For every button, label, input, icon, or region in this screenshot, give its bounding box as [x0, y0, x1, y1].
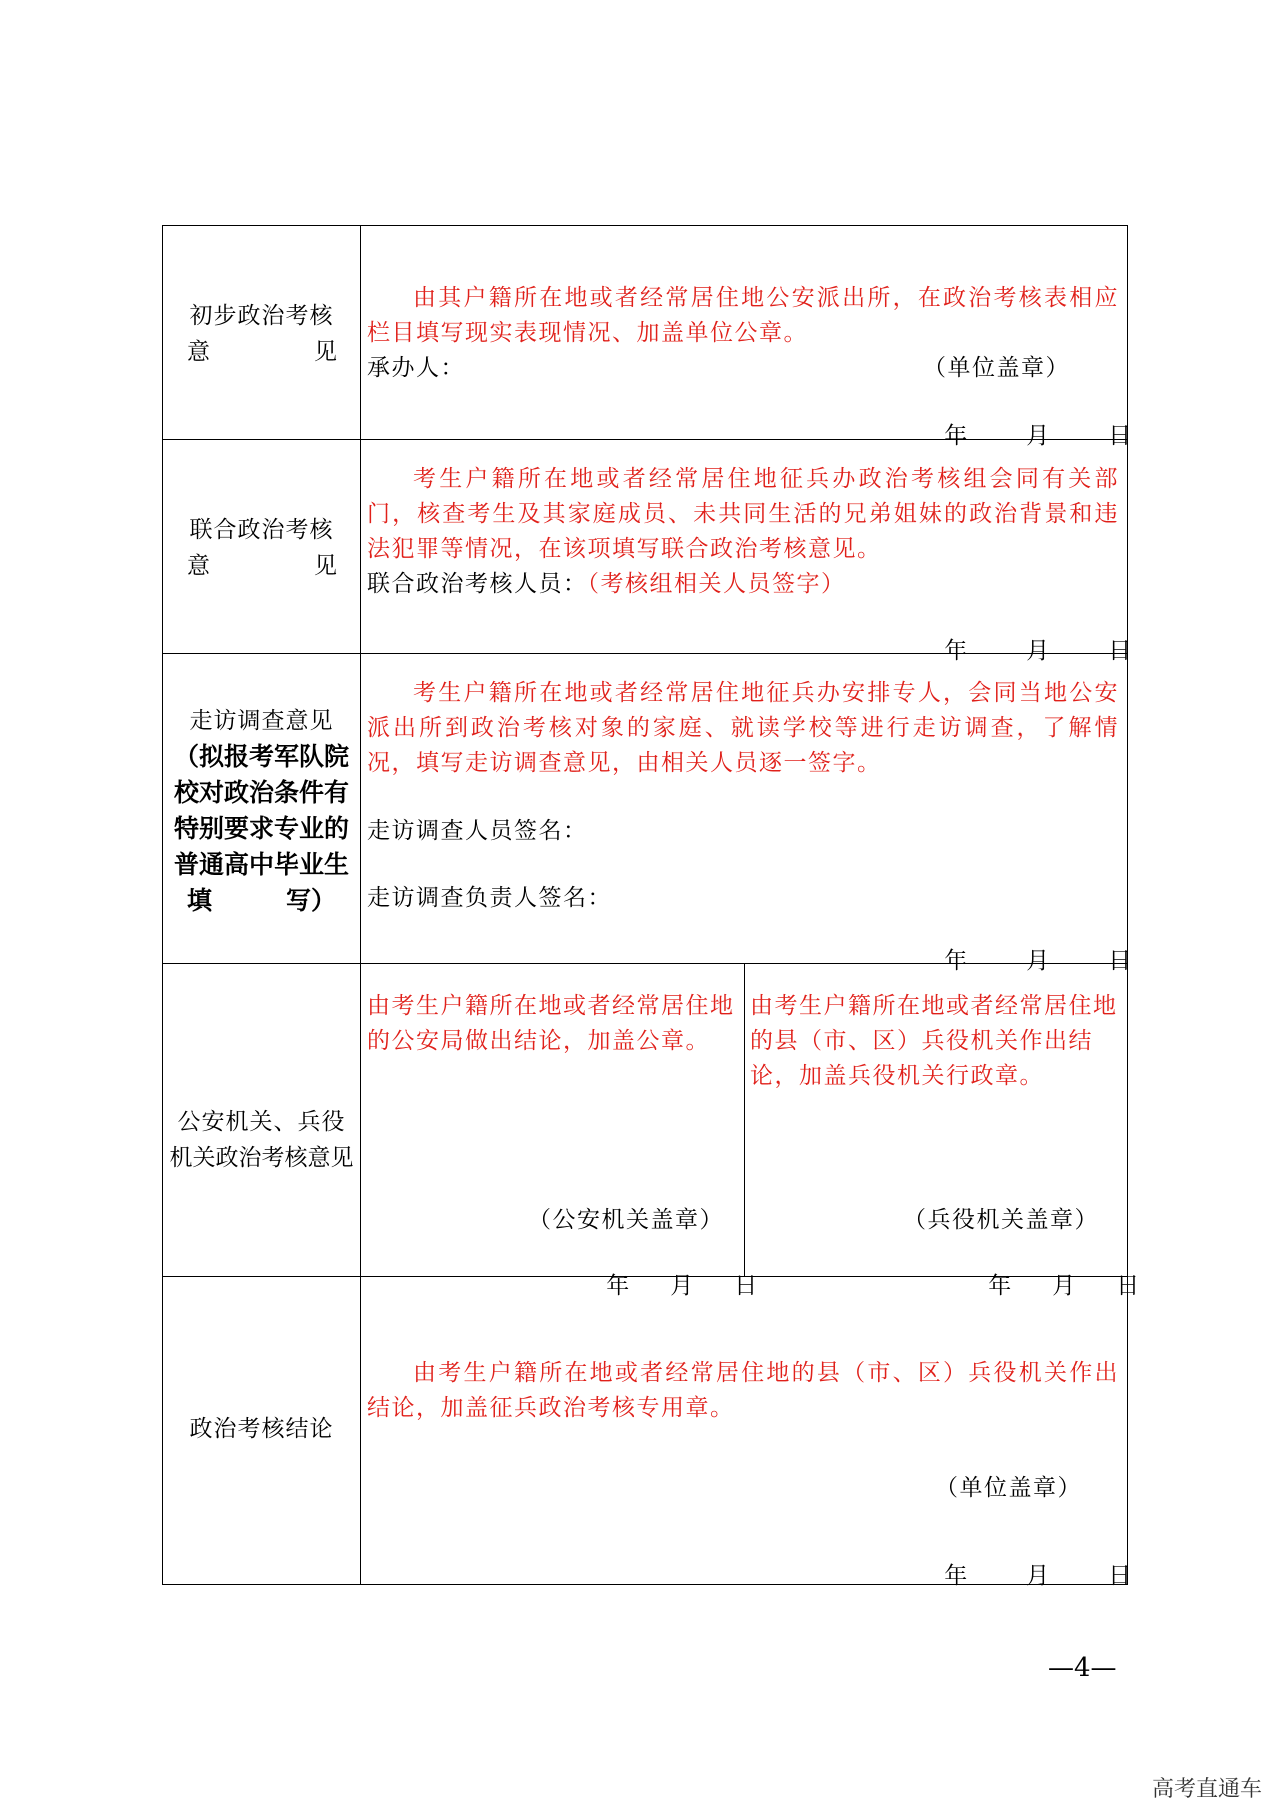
conclusion-instruction: 由考生户籍所在地或者经常居住地的县（市、区）兵役机关作出结论，加盖征兵政治考核专用章。	[367, 1360, 1119, 1421]
authority-right-stamp: （兵役机关盖章）	[903, 1207, 1099, 1233]
visit-date: 年 月 日	[944, 948, 1133, 974]
page-number: —4—	[1048, 1653, 1117, 1683]
visit-investigator-field: 走访调查人员签名：	[367, 818, 588, 844]
authority-split-divider	[744, 963, 745, 1276]
visit-label-bold-2: 校对政治条件有	[173, 778, 349, 807]
prelim-instruction: 由其户籍所在地或者经常居住地公安派出所，在政治考核表相应栏目填写现实表现情况、加盖单位公章。	[367, 285, 1119, 346]
visit-label-last: 填 写）	[187, 886, 336, 915]
joint-label-line1: 联合政治考核	[189, 517, 334, 543]
authority-label-line2: 机关政治考核意见	[169, 1145, 354, 1171]
visit-label-bold-3: 特别要求专业的	[173, 814, 349, 843]
watermark-text: 高考直通车	[1151, 1777, 1262, 1802]
visit-instruction: 考生户籍所在地或者经常居住地征兵办安排专人，会同当地公安派出所到政治考核对象的家庭、就读学校等进行走访调查，了解情况，填写走访调查意见，由相关人员逐一签字。	[367, 680, 1119, 776]
political-review-form	[162, 225, 1141, 1589]
joint-personnel-note: （考核组相关人员签字）	[587, 571, 846, 597]
label-column-divider	[360, 226, 361, 1584]
authority-right-date: 年 月 日	[988, 1273, 1141, 1299]
joint-label-line2: 意 见	[187, 553, 338, 579]
authority-left-instruction: 由考生户籍所在地或者经常居住地的公安局做出结论，加盖公章。	[367, 993, 735, 1054]
prelim-date: 年 月 日	[944, 423, 1133, 449]
authority-left-stamp: （公安机关盖章）	[528, 1207, 724, 1233]
visit-label-bold-4: 普通高中毕业生	[173, 850, 349, 879]
joint-label	[163, 512, 360, 584]
conclusion-label: 政治考核结论	[189, 1416, 334, 1442]
prelim-label-line1: 初步政治考核	[189, 303, 334, 329]
joint-personnel-field: 联合政治考核人员：（考核组相关人员签字）	[367, 571, 846, 597]
authority-label	[163, 1104, 360, 1176]
visit-label	[163, 703, 360, 919]
joint-instruction: 考生户籍所在地或者经常居住地征兵办政治考核组会同有关部门，核查考生及其家庭成员、未共同生活的兄弟姐妹的政治背景和违法犯罪等情况，在该项填写联合政治考核意见。	[367, 466, 1119, 562]
visit-label-bold-1: （拟报考军队院	[173, 742, 349, 771]
authority-right-instruction: 由考生户籍所在地或者经常居住地的县（市、区）兵役机关作出结论，加盖兵役机关行政章。	[750, 993, 1118, 1089]
prelim-handler-field: 承办人：	[367, 355, 465, 381]
conclusion-date: 年 月 日	[944, 1563, 1133, 1589]
authority-label-line1: 公安机关、兵役	[177, 1109, 346, 1135]
prelim-label	[163, 298, 360, 370]
visit-chief-field: 走访调查负责人签名：	[367, 885, 612, 911]
visit-label-line1: 走访调查意见	[189, 708, 334, 734]
conclusion-stamp: （单位盖章）	[935, 1475, 1082, 1501]
joint-date: 年 月 日	[944, 638, 1133, 664]
prelim-stamp: （单位盖章）	[923, 355, 1070, 381]
prelim-label-line2: 意 见	[187, 339, 338, 365]
authority-left-date: 年 月 日	[606, 1273, 759, 1299]
